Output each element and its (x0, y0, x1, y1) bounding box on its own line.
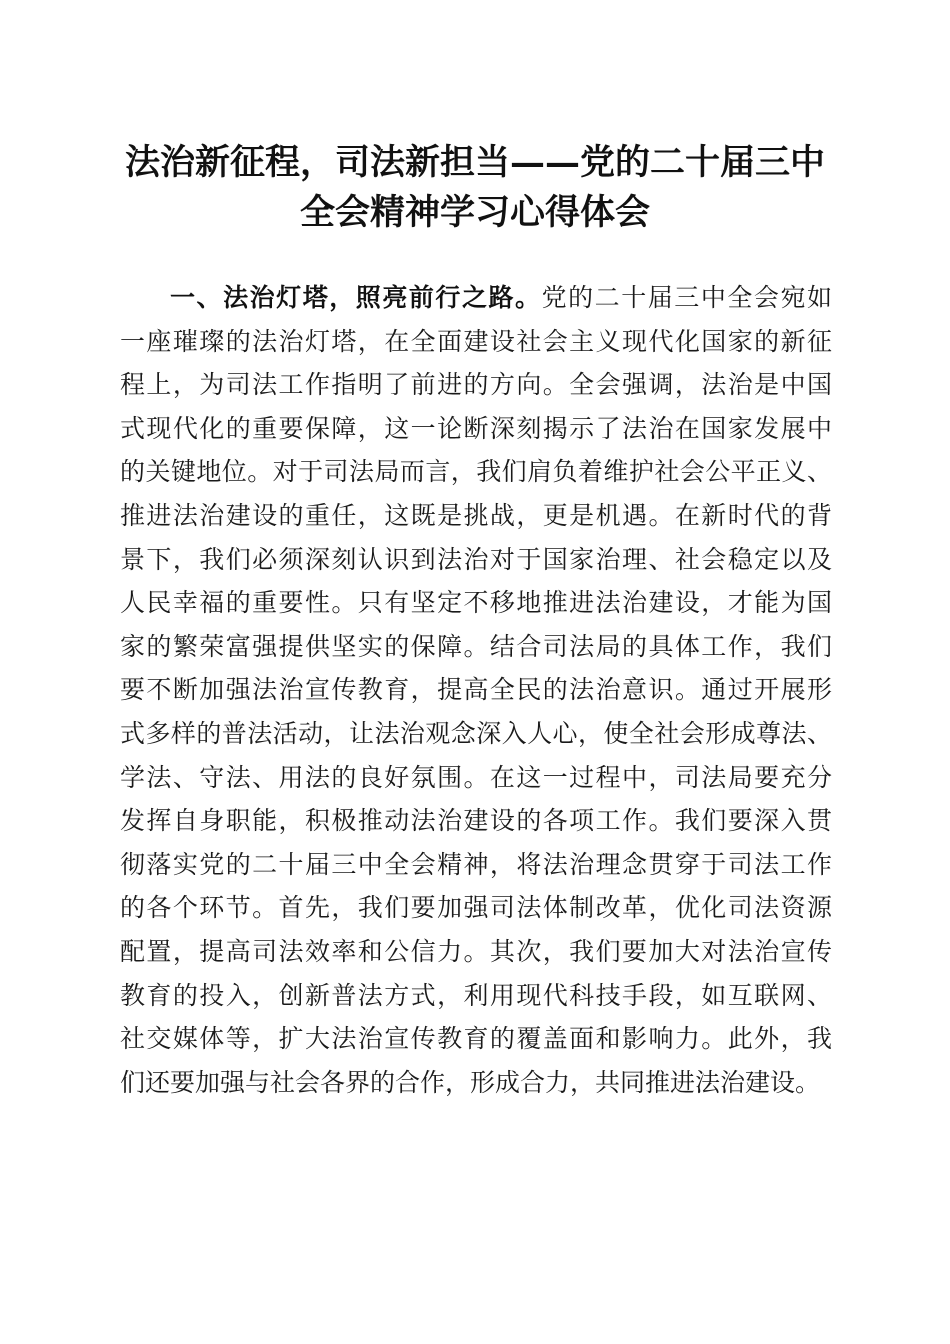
paragraph-line (120, 276, 832, 320)
section-heading: 一、法治灯塔，照亮前行之路。 (170, 283, 542, 312)
paragraph-line-text: 党的二十届三中全会宛如 (541, 283, 832, 312)
title-line-2: 全会精神学习心得体会 (299, 192, 650, 233)
document-title (100, 138, 850, 238)
paragraph-line: 教育的投入，创新普法方式，利用现代科技手段，如互联网、 (120, 980, 832, 1010)
paragraph-line: 式多样的普法活动，让法治观念深入人心，使全社会形成尊法、 (120, 718, 832, 748)
paragraph-line: 们还要加强与社会各界的合作，形成合力，共同推进法治建设。 (120, 1067, 821, 1097)
body-paragraph (120, 276, 832, 1104)
paragraph-line: 发挥自身职能，积极推动法治建设的各项工作。我们要深入贯 (120, 806, 832, 836)
paragraph-line: 彻落实党的二十届三中全会精神，将法治理念贯穿于司法工作 (120, 849, 832, 879)
paragraph-line: 学法、守法、用法的良好氛围。在这一过程中，司法局要充分 (120, 762, 832, 792)
paragraph-line: 要不断加强法治宣传教育，提高全民的法治意识。通过开展形 (120, 675, 832, 705)
paragraph-line: 人民幸福的重要性。只有坚定不移地推进法治建设，才能为国 (120, 588, 832, 618)
paragraph-line: 的各个环节。首先，我们要加强司法体制改革，优化司法资源 (120, 893, 832, 923)
paragraph-line: 社交媒体等，扩大法治宣传教育的覆盖面和影响力。此外，我 (120, 1024, 832, 1054)
paragraph-line: 式现代化的重要保障，这一论断深刻揭示了法治在国家发展中 (120, 413, 832, 443)
paragraph-line: 的关键地位。对于司法局而言，我们肩负着维护社会公平正义、 (120, 457, 832, 487)
paragraph-line: 配置，提高司法效率和公信力。其次，我们要加大对法治宣传 (120, 936, 832, 966)
paragraph-line: 家的繁荣富强提供坚实的保障。结合司法局的具体工作，我们 (120, 631, 832, 661)
paragraph-line: 一座璀璨的法治灯塔，在全面建设社会主义现代化国家的新征 (120, 326, 832, 356)
paragraph-line: 推进法治建设的重任，这既是挑战，更是机遇。在新时代的背 (120, 500, 832, 530)
title-line-1: 法治新征程，司法新担当——党的二十届三中 (124, 142, 825, 183)
paragraph-line: 景下，我们必须深刻认识到法治对于国家治理、社会稳定以及 (120, 544, 832, 574)
paragraph-line: 程上，为司法工作指明了前进的方向。全会强调，法治是中国 (120, 370, 832, 400)
